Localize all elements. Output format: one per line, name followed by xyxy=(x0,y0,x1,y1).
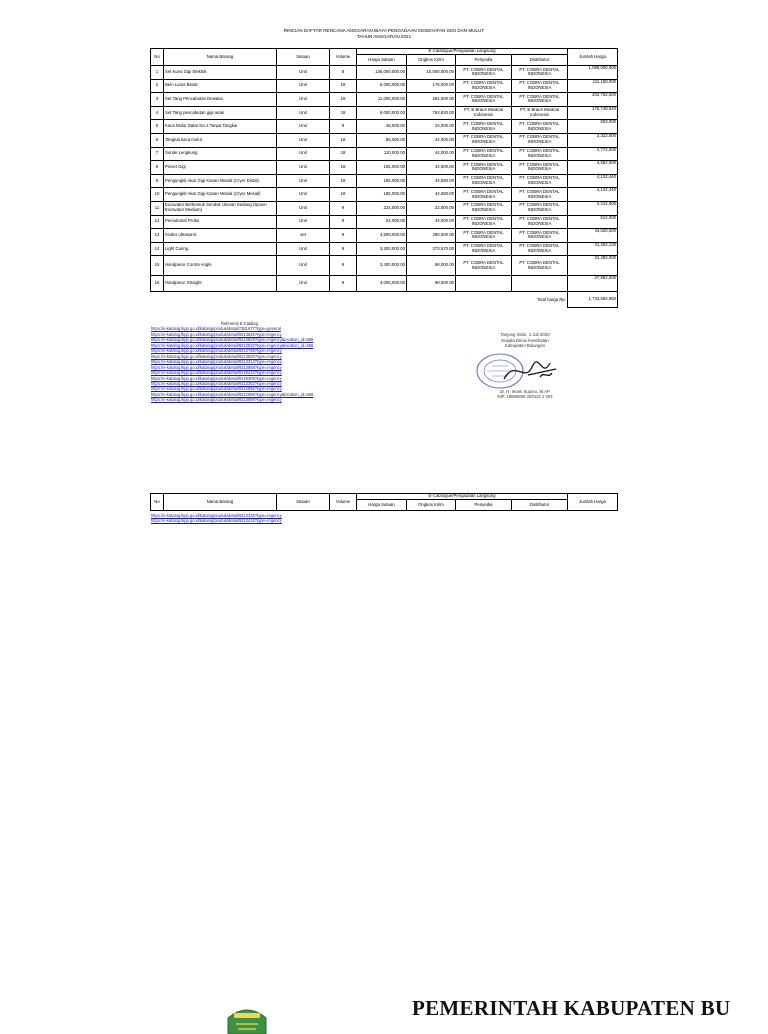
row-unit: Unit xyxy=(277,120,330,134)
table-row xyxy=(151,201,618,215)
table-row xyxy=(151,229,618,243)
row-unit-price: 85,000.00 xyxy=(357,133,407,147)
signature-block xyxy=(470,332,580,400)
row-shipping-cost: 176,000.00 xyxy=(407,79,456,93)
second-table xyxy=(150,493,618,511)
row-no: 13 xyxy=(151,229,164,243)
row-item-name: Set Tang pencabutan gigi anak xyxy=(164,106,277,120)
row-unit-price: 224,000.00 xyxy=(357,201,407,215)
row-unit-price: 3,000,000.00 xyxy=(357,276,407,292)
total-label: Total harga Rp. xyxy=(536,296,567,302)
row-total-price: 31,482,000 xyxy=(568,256,618,276)
row-provider: PT. B Braun Medical Indonesia xyxy=(456,106,512,120)
row-unit-price: 185,000.00 xyxy=(357,174,407,188)
catalog-link[interactable]: https://e-katalog.lkpp.go.id/katalog/produk/detail/9213338?type=regency xyxy=(151,513,282,518)
row-item-name: Pengungkit Akar Gigi Kanan Mesial (Cryer Distal) xyxy=(164,174,277,188)
row-no: 6 xyxy=(151,133,164,147)
second-header-volume: Volume xyxy=(330,494,357,511)
title-line-2: TAHUN ANGGARAN 2021 xyxy=(356,33,412,39)
row-unit: Unit xyxy=(277,188,330,202)
reference-list xyxy=(151,321,313,403)
row-distributor: PT. COBRA DENTAL INDONESIA xyxy=(512,79,568,93)
row-shipping-cost: 273,570.00 xyxy=(407,242,456,256)
row-volume: 18 xyxy=(330,188,357,202)
second-header-group: E-Catalogue/Pengadaan Langsung xyxy=(357,494,568,500)
row-unit: Unit xyxy=(277,174,330,188)
row-provider: PT. COBRA DENTAL INDONESIA xyxy=(456,229,512,243)
table-row xyxy=(151,188,618,202)
row-unit: Unit xyxy=(277,147,330,161)
header-jumlah-harga: Jumlah Harga xyxy=(568,49,618,66)
row-shipping-cost: 44,580.00 xyxy=(407,174,456,188)
header-penyedia: Penyedia xyxy=(456,55,512,66)
total-value: 1,733,684,950 xyxy=(568,292,618,308)
row-distributor: PT. COBRA DENTAL INDONESIA xyxy=(512,120,568,134)
row-volume: 18 xyxy=(330,106,357,120)
row-provider: PT. COBRA DENTAL INDONESIA xyxy=(456,174,512,188)
row-total-price: 27,882,000 xyxy=(568,276,618,292)
row-shipping-cost: 44,000.00 xyxy=(407,161,456,175)
row-unit-price: 136,000,000.00 xyxy=(357,66,407,80)
row-no: 9 xyxy=(151,174,164,188)
reference-links xyxy=(151,326,313,402)
table-row xyxy=(151,133,618,147)
regency-emblem-icon xyxy=(222,1004,272,1034)
table-row xyxy=(151,161,618,175)
row-volume: 9 xyxy=(330,120,357,134)
row-provider: PT. COBRA DENTAL INDONESIA xyxy=(456,201,512,215)
table-body xyxy=(151,66,618,292)
row-shipping-cost: 763,830.00 xyxy=(407,106,456,120)
budget-table xyxy=(150,48,618,308)
second-header-jumlah-harga: Jumlah Harga xyxy=(568,494,618,511)
row-shipping-cost: 98,000.00 xyxy=(407,256,456,276)
row-item-name: Handpiece Straight xyxy=(164,276,277,292)
row-distributor: PT. COBRA DENTAL INDONESIA xyxy=(512,147,568,161)
row-unit-price: 24,000.00 xyxy=(357,215,407,229)
row-item-name: Scaler ultrasonic xyxy=(164,229,277,243)
row-unit-price: 185,000.00 xyxy=(357,188,407,202)
row-unit-price: 3,400,000.00 xyxy=(357,256,407,276)
second-header-penyedia: Penyedia xyxy=(456,500,512,511)
table-row xyxy=(151,256,618,276)
row-item-name: Bein Lurus Besar xyxy=(164,79,277,93)
row-volume: 9 xyxy=(330,229,357,243)
catalog-link[interactable]: https://e-katalog.lkpp.go.id/katalog/produk/detail/9213889?type=regency xyxy=(151,397,282,403)
second-header-harga-satuan: Harga Satuan xyxy=(357,500,407,511)
row-distributor: PT. COBRA DENTAL INDONESIA xyxy=(512,133,568,147)
row-unit: set xyxy=(277,229,330,243)
row-distributor: PT. B Braun Medical Indonesia xyxy=(512,106,568,120)
row-total-price: 4,132,440 xyxy=(568,174,618,188)
row-item-name: Sonde Lengkung xyxy=(164,147,277,161)
row-total-price: 4,132,440 xyxy=(568,188,618,202)
row-shipping-cost: 44,580.00 xyxy=(407,188,456,202)
header-no: No xyxy=(151,49,164,66)
row-provider: PT. COBRA DENTAL INDONESIA xyxy=(456,133,512,147)
table-row xyxy=(151,276,618,292)
row-total-price: 2,214,000 xyxy=(568,201,618,215)
row-distributor: PT. COBRA DENTAL INDONESIA xyxy=(512,201,568,215)
row-unit: Unit xyxy=(277,106,330,120)
row-total-price: 603,000 xyxy=(568,120,618,134)
signature-nip: NIP. 19690808 200112 1 004 xyxy=(497,394,553,399)
row-unit: Unit xyxy=(277,215,330,229)
row-unit-price: 11,000,000.00 xyxy=(357,93,407,107)
catalog-link[interactable]: https://e-katalog.lkpp.go.id/katalog/produk/detail/9213829?type=regency&location_id=558 xyxy=(151,337,314,343)
row-unit-price: 155,000.00 xyxy=(357,161,407,175)
row-shipping-cost: 22,000.00 xyxy=(407,201,456,215)
row-volume: 9 xyxy=(330,242,357,256)
header-ongkos-kirim: Ongkos Kirim xyxy=(407,55,456,66)
row-item-name: Set Tang Pencabutan Dewasa xyxy=(164,93,277,107)
table-row xyxy=(151,215,618,229)
second-header-satuan: Satuan xyxy=(277,494,330,511)
catalog-link[interactable]: https://e-katalog.lkpp.go.id/katalog/produk/detail/9213868?type=regency xyxy=(151,364,282,370)
row-distributor: PT. COBRA DENTAL INDONESIA xyxy=(512,188,568,202)
row-provider: PT. COBRA DENTAL INDONESIA xyxy=(456,161,512,175)
row-volume: 18 xyxy=(330,93,357,107)
row-total-price: 3,582,000 xyxy=(568,161,618,175)
row-provider: PT. COBRA DENTAL INDONESIA xyxy=(456,188,512,202)
row-unit-price: 9,000,000.00 xyxy=(357,106,407,120)
row-unit: Unit xyxy=(277,276,330,292)
catalog-link[interactable]: https://e-katalog.lkpp.go.id/katalog/produk/detail/9213830?type=regency xyxy=(151,353,282,359)
row-total-price: 1,088,000,000 xyxy=(568,66,618,80)
row-item-name: Set Kursi Gigi Elektrik xyxy=(164,66,277,80)
row-unit-price: 45,000.00 xyxy=(357,120,407,134)
row-unit: Unit xyxy=(277,93,330,107)
official-stamp-icon xyxy=(470,349,580,389)
row-unit: Unit xyxy=(277,161,330,175)
header-volume: Volume xyxy=(330,49,357,66)
row-provider: PT. COBRA DENTAL INDONESIA xyxy=(456,256,512,276)
row-unit: Unit xyxy=(277,66,330,80)
catalog-link[interactable]: https://e-katalog.lkpp.go.id/katalog/produk/detail/9213352?type=regency xyxy=(151,380,282,386)
row-item-name: Excavator Berbentuk Sendok Ukuran Sedang (Spoon Excavator Medium) xyxy=(164,201,277,215)
row-provider xyxy=(456,276,512,292)
second-header-nama-barang: Nama Barang xyxy=(164,494,277,511)
row-provider: PT. COBRA DENTAL INDONESIA xyxy=(456,147,512,161)
row-item-name: Handpiece Contra Angle xyxy=(164,256,277,276)
signature-place-date: Tanjung Selor, 1 Juli 2020 xyxy=(500,332,550,337)
row-no: 5 xyxy=(151,120,164,134)
row-provider: PT. COBRA DENTAL INDONESIA xyxy=(456,215,512,229)
document-title xyxy=(150,28,618,39)
row-no: 2 xyxy=(151,79,164,93)
row-item-name: Pengungkit Akar Gigi Kanan Mesial (Cryer Mesial) xyxy=(164,188,277,202)
letterhead-heading: PEMERINTAH KABUPATEN BU xyxy=(412,996,731,1020)
table-row xyxy=(151,120,618,134)
row-total-price: 31,262,130 xyxy=(568,242,618,256)
row-item-name: Periodontal Probe xyxy=(164,215,277,229)
table-row xyxy=(151,66,618,80)
row-no: 4 xyxy=(151,106,164,120)
catalog-link[interactable]: https://e-katalog.lkpp.go.id/katalog/produk/detail/9213799?type=regency xyxy=(151,348,282,354)
row-no: 14 xyxy=(151,242,164,256)
row-no: 12 xyxy=(151,215,164,229)
row-unit-price: 3,200,000.00 xyxy=(357,242,407,256)
row-total-price: 43,020,000 xyxy=(568,229,618,243)
row-shipping-cost: 22,000.00 xyxy=(407,120,456,134)
row-distributor: PT. COBRA DENTAL INDONESIA xyxy=(512,215,568,229)
row-shipping-cost: 44,000.00 xyxy=(407,133,456,147)
row-volume: 9 xyxy=(330,276,357,292)
catalog-link[interactable]: https://e-katalog.lkpp.go.id/katalog/produk/detail/9213833?type=regency&location_id=558 xyxy=(151,342,314,348)
header-satuan: Satuan xyxy=(277,49,330,66)
row-distributor: PT. COBRA DENTAL INDONESIA xyxy=(512,161,568,175)
row-shipping-cost: 280,000.00 xyxy=(407,229,456,243)
row-no: 16 xyxy=(151,276,164,292)
row-distributor xyxy=(512,276,568,292)
row-unit-price: 110,000.00 xyxy=(357,147,407,161)
table-row xyxy=(151,106,618,120)
table-row xyxy=(151,79,618,93)
row-distributor: PT. COBRA DENTAL INDONESIA xyxy=(512,174,568,188)
signature-position: Kepala Dinas Kesehatan xyxy=(501,337,549,343)
row-distributor: PT. COBRA DENTAL INDONESIA xyxy=(512,229,568,243)
signature-office: Kabupaten Bulungan xyxy=(504,343,546,348)
row-no: 11 xyxy=(151,201,164,215)
header-nama-barang: Nama Barang xyxy=(164,49,277,66)
row-shipping-cost: 98,000.00 xyxy=(407,276,456,292)
row-distributor: PT. COBRA DENTAL INDONESIA xyxy=(512,93,568,107)
row-no: 10 xyxy=(151,188,164,202)
row-volume: 18 xyxy=(330,161,357,175)
second-header-no: No xyxy=(151,494,164,511)
row-unit-price: 4,500,000.00 xyxy=(357,229,407,243)
row-shipping-cost: 10,000,000.00 xyxy=(407,66,456,80)
row-volume: 18 xyxy=(330,133,357,147)
second-header-ongkos-kirim: Ongkos Kirim xyxy=(407,500,456,511)
row-total-price: 111,168,000 xyxy=(568,79,618,93)
catalog-link[interactable]: https://e-katalog.lkpp.go.id/katalog/produk/detail/9149413?type=regency xyxy=(151,370,282,376)
row-total-price: 2,772,000 xyxy=(568,147,618,161)
row-distributor: PT. COBRA DENTAL INDONESIA xyxy=(512,242,568,256)
row-total-price: 202,752,000 xyxy=(568,93,618,107)
signature-name: dr. H. Imam Sujono, M.AP xyxy=(500,388,550,394)
row-shipping-cost: 44,000.00 xyxy=(407,147,456,161)
row-item-name: Tangkai kaca mulut xyxy=(164,133,277,147)
header-harga-satuan: Harga Satuan xyxy=(357,55,407,66)
row-no: 3 xyxy=(151,93,164,107)
row-volume: 9 xyxy=(330,256,357,276)
catalog-link[interactable]: https://e-katalog.lkpp.go.id/katalog/produk/detail/9212996?type=regency&location_id=558 xyxy=(151,391,314,397)
row-total-price: 175,748,940 xyxy=(568,106,618,120)
row-no: 8 xyxy=(151,161,164,175)
row-volume: 9 xyxy=(330,215,357,229)
row-volume: 18 xyxy=(330,79,357,93)
row-distributor: PT. COBRA DENTAL INDONESIA xyxy=(512,66,568,80)
catalog-link[interactable]: https://e-katalog.lkpp.go.id/katalog/produk/detail/9213415?type=regency xyxy=(151,518,282,524)
header-distributor: Distributor xyxy=(512,55,568,66)
row-volume: 18 xyxy=(330,174,357,188)
reference-heading: Referensi E-Catalog xyxy=(221,321,258,326)
row-item-name: Pinset Gigi xyxy=(164,161,277,175)
row-provider: PT. COBRA DENTAL INDONESIA xyxy=(456,93,512,107)
row-unit: Unit xyxy=(277,133,330,147)
signature-stamp-area xyxy=(470,349,580,389)
row-total-price: 2,322,000 xyxy=(568,133,618,147)
row-no: 1 xyxy=(151,66,164,80)
row-provider: PT. COBRA DENTAL INDONESIA xyxy=(456,242,512,256)
catalog-link[interactable]: https://e-katalog.lkpp.go.id/katalog/produk/detail/9213826?type=regency xyxy=(151,331,282,337)
row-volume: 9 xyxy=(330,201,357,215)
row-volume: 8 xyxy=(330,66,357,80)
second-header-distributor: Distributor xyxy=(512,500,568,511)
table-row xyxy=(151,242,618,256)
row-unit: Unit xyxy=(277,79,330,93)
table-row xyxy=(151,174,618,188)
title-line-1: RINCIAN DAFTAR RENCANA ANGGARAN BIAYA PENGADAAN KESEHATAN GIGI DAN MULUT xyxy=(283,28,485,33)
row-unit: Unit xyxy=(277,201,330,215)
catalog-link[interactable]: https://e-katalog.lkpp.go.id/katalog/produk/detail/7381677?type=general xyxy=(151,326,281,332)
row-shipping-cost: 44,000.00 xyxy=(407,215,456,229)
row-total-price: 612,000 xyxy=(568,215,618,229)
row-no: 15 xyxy=(151,256,164,276)
row-provider: PT. COBRA DENTAL INDONESIA xyxy=(456,79,512,93)
row-item-name: Kaca Mulut Datar No.3 Tanpa Tangkai xyxy=(164,120,277,134)
row-volume: 18 xyxy=(330,147,357,161)
row-no: 7 xyxy=(151,147,164,161)
row-unit-price: 6,000,000.00 xyxy=(357,79,407,93)
table-row xyxy=(151,147,618,161)
row-provider: PT. COBRA DENTAL INDONESIA xyxy=(456,120,512,134)
row-unit: Unit xyxy=(277,256,330,276)
row-provider: PT. COBRA DENTAL INDONESIA xyxy=(456,66,512,80)
row-item-name: Light Curing xyxy=(164,242,277,256)
catalog-link[interactable]: https://e-katalog.lkpp.go.id/katalog/produk/detail/9213313?type=regency xyxy=(151,359,282,365)
catalog-link[interactable]: https://e-katalog.lkpp.go.id/katalog/produk/detail/9149409?type=regency xyxy=(151,375,282,381)
row-unit: Unit xyxy=(277,242,330,256)
row-distributor: PT. COBRA DENTAL INDONESIA xyxy=(512,256,568,276)
row-shipping-cost: 264,000.00 xyxy=(407,93,456,107)
table-row xyxy=(151,93,618,107)
header-ecatalogue-group: E-Catalogue/Pengadaan Langsung xyxy=(357,49,568,55)
catalog-link[interactable]: https://e-katalog.lkpp.go.id/katalog/produk/detail/9212855?type=regency xyxy=(151,386,282,392)
second-reference-links xyxy=(151,513,282,524)
